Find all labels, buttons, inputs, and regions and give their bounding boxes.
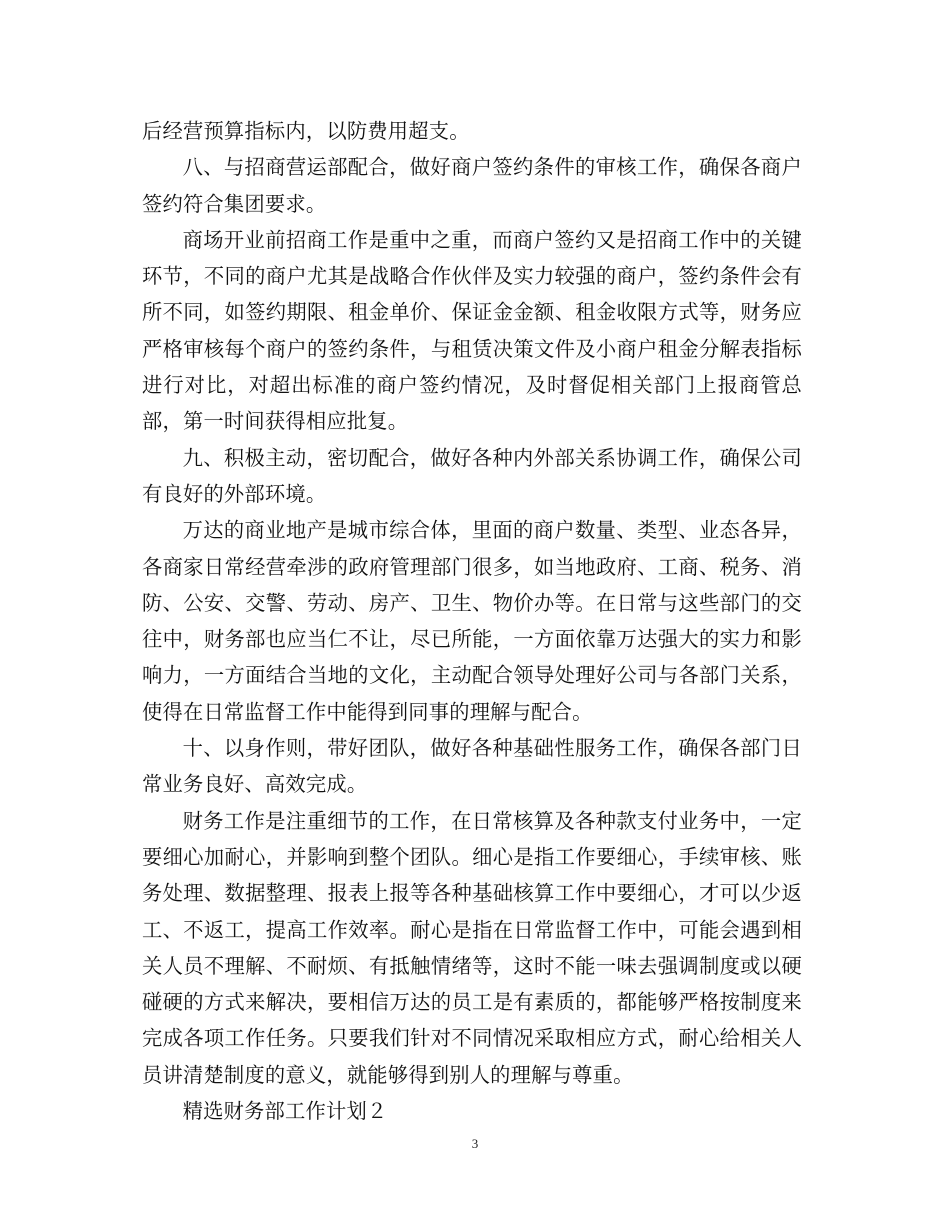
paragraph-item-nine-detail: 万达的商业地产是城市综合体，里面的商户数量、类型、业态各异，各商家日常经营牵涉的政府管理部门很多，如当地政府、工商、税务、消防、公安、交警、劳动、房产、卫生、物价办等。在日常与这些部门的交往中，财务部也应当仁不让，尽已所能，一方面依靠万达强大的实力和影响力，一方面结合当地的文化，主动配合领导处理好公司与各部门关系，使得在日常监督工作中能得到同事的理解与配合。 [142, 518, 802, 724]
page-number: 3 [471, 1136, 479, 1151]
document-body [142, 113, 802, 1129]
paragraph-item-nine: 九、积极主动，密切配合，做好各种内外部关系协调工作，确保公司有良好的外部环境。 [142, 445, 802, 506]
paragraph-continuation: 后经营预算指标内，以防费用超支。 [142, 119, 470, 143]
paragraph-item-ten: 十、以身作则，带好团队，做好各种基础性服务工作，确保各部门日常业务良好、高效完成。 [142, 736, 802, 797]
paragraph-item-eight: 八、与招商营运部配合，做好商户签约条件的审核工作，确保各商户签约符合集团要求。 [142, 155, 802, 216]
paragraph-item-ten-detail: 财务工作是注重细节的工作，在日常核算及各种款支付业务中，一定要细心加耐心，并影响到整个团队。细心是指工作要细心，手续审核、账务处理、数据整理、报表上报等各种基础核算工作中要细心，才可以少返工、不返工，提高工作效率。耐心是指在日常监督工作中，可能会遇到相关人员不理解、不耐烦、有抵触情绪等，这时不能一味去强调制度或以硬碰硬的方式来解决，要相信万达的员工是有素质的，都能够严格按制度来完成各项工作任务。只要我们针对不同情况采取相应方式，耐心给相关人员讲清楚制度的意义，就能够得到别人的理解与尊重。 [142, 808, 802, 1087]
section-heading: 精选财务部工作计划２ [182, 1099, 388, 1124]
paragraph-item-eight-detail: 商场开业前招商工作是重中之重，而商户签约又是招商工作中的关键环节，不同的商户尤其是战略合作伙伴及实力较强的商户，签约条件会有所不同，如签约期限、租金单价、保证金金额、租金收限方式等，财务应严格审核每个商户的签约条件，与租赁决策文件及小商户租金分解表指标进行对比，对超出标准的商户签约情况，及时督促相关部门上报商管总部，第一时间获得相应批复。 [142, 227, 802, 434]
